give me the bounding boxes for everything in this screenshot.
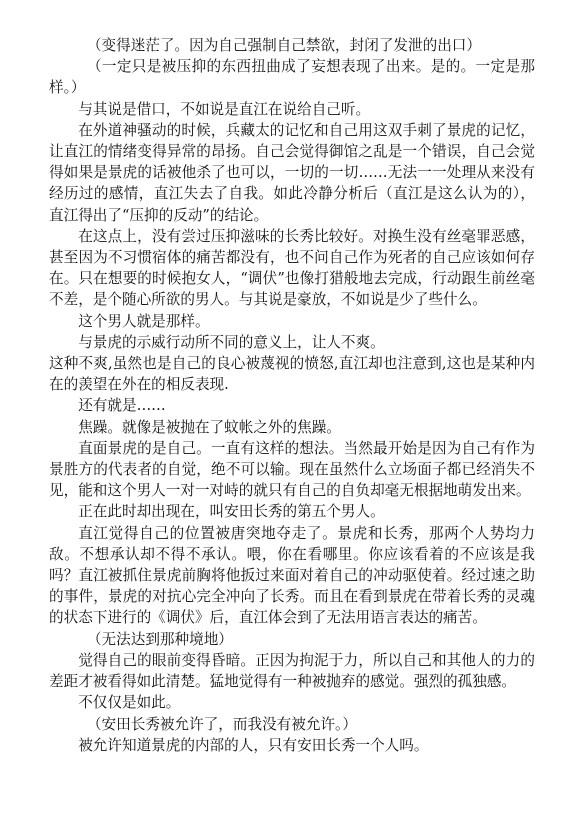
paragraph: 直江觉得自己的位置被唐突地夺走了。景虎和长秀，那两个人势均力敌。不想承认却不得不承认。喂，你在看哪里。你应该看着的不应该是我吗？直江被抓住景虎前胸将他扳过来面对着自己的冲动驱使着。经过速之助的事件，景虎的对抗心完全冲向了长秀。而且在看到景虎在带着长秀的灵魂的状态下进行的《调伏》后，直江体会到了无法用语言表达的痛苦。 bbox=[49, 524, 535, 627]
paragraph: 焦躁。就像是被抛在了蚊帐之外的焦躁。 bbox=[78, 418, 341, 436]
paragraph: 还有就是…… bbox=[78, 397, 166, 415]
paragraph: 在这点上，没有尝过压抑滋味的长秀比较好。对换生没有丝毫罪恶感，甚至因为不习惯宿体的痛苦都没有，也不问自己作为死者的自己应该如何存在。只在想要的时候抱女人，“调伏”也像打猎般地去完成，行动跟生前丝毫不差，是个随心所欲的男人。与其说是豪放，不如说是少了些什么。 bbox=[49, 227, 535, 309]
paragraph: 与其说是借口，不如说是直江在说给自己听。 bbox=[78, 100, 371, 118]
paragraph: （无法达到那种境地） bbox=[86, 630, 233, 648]
paragraph: （安田长秀被允许了，而我没有被允许。） bbox=[86, 715, 357, 733]
paragraph: 在外道神骚动的时候，兵藏太的记忆和自己用这双手刺了景虎的记忆，让直江的情绪变得异常的昂扬。自己会觉得御馆之乱是一个错误，自己会觉得如果是景虎的话被他杀了也可以，一切的一切……无法一一处理从来没有经历过的感情，直江失去了自我。如此冷静分析后（直江是这么认为的），直江得出了“压抑的反动”的结论。 bbox=[49, 121, 535, 224]
paragraph: 这种不爽,虽然也是自己的良心被蔑视的愤怒,直江却也注意到,这也是某种内在的羡望在外在的相反表现. bbox=[49, 355, 535, 394]
paragraph: 正在此时却出现在，叫安田长秀的第五个男人。 bbox=[78, 503, 385, 521]
paragraph: （变得迷茫了。因为自己强制自己禁欲，封闭了发泄的出口） bbox=[86, 37, 481, 54]
document-page bbox=[49, 35, 535, 756]
paragraph: （一定只是被压抑的东西扭曲成了妄想表现了出来。是的。一定是那样。） bbox=[49, 58, 535, 97]
paragraph: 觉得自己的眼前变得昏暗。正因为拘泥于力，所以自己和其他人的力的差距才被看得如此清楚。猛地觉得有一种被抛弃的感觉。强烈的孤独感。 bbox=[49, 651, 535, 691]
paragraph: 不仅仅是如此。 bbox=[78, 694, 181, 712]
paragraph: 被允许知道景虎的内部的人，只有安田长秀一个人吗。 bbox=[78, 736, 429, 754]
paragraph: 直面景虎的是自己。一直有这样的想法。当然最开始是因为自己有作为景胜方的代表者的自觉，绝不可以输。现在虽然什么立场面子都已经消失不见，能和这个男人一对一对峙的就只有自己的自负却毫无根据地萌发出来。 bbox=[49, 439, 535, 500]
paragraph: 这个男人就是那样。 bbox=[78, 312, 210, 330]
paragraph: 与景虎的示威行动所不同的意义上，让人不爽。 bbox=[78, 333, 385, 351]
